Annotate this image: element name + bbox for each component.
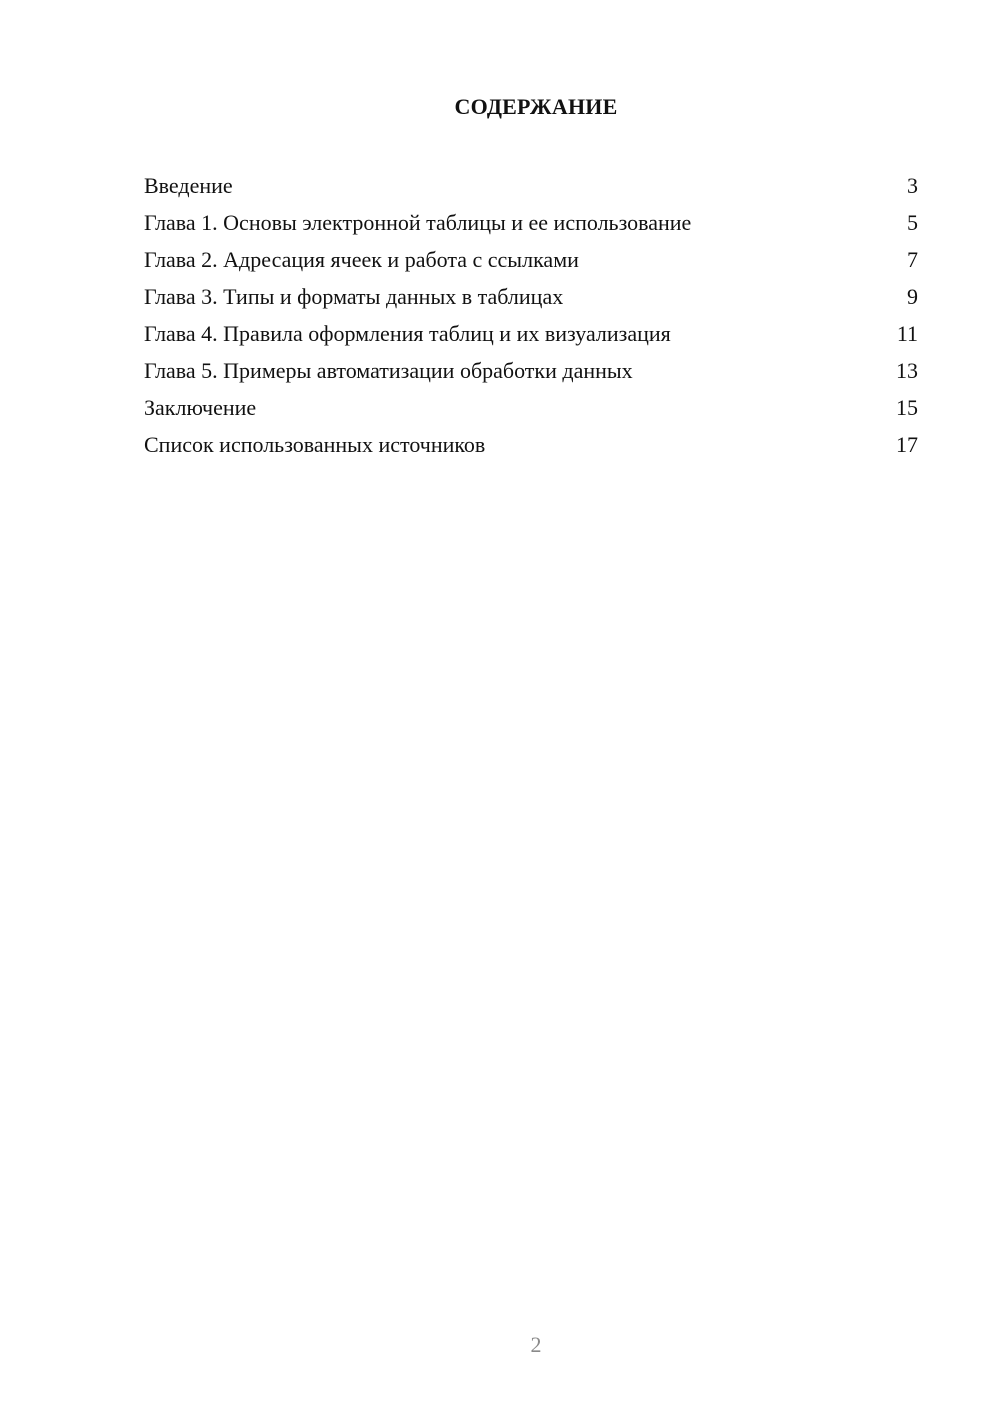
toc-entry-chapter-2[interactable] [144,241,918,278]
toc-entry-label: Глава 5. Примеры автоматизации обработки данных [144,358,633,383]
toc-entry-page-number: 5 [907,210,918,235]
toc-entry-references[interactable] [144,426,918,463]
toc-entry-page-number: 7 [907,247,918,272]
toc-entry-label: Глава 1. Основы электронной таблицы и ее использование [144,210,692,235]
toc-entry-conclusion[interactable] [144,389,918,426]
toc-entry-page-number: 15 [896,395,918,420]
toc-entry-chapter-4[interactable] [144,315,918,352]
toc-entry-chapter-3[interactable] [144,278,918,315]
toc-entry-chapter-5[interactable] [144,352,918,389]
toc-entry-label: Список использованных источников [144,432,486,457]
toc-entry-label: Заключение [144,395,257,420]
page-number: 2 [530,1332,542,1357]
toc-entry-label: Глава 2. Адресация ячеек и работа с ссылками [144,247,579,272]
toc-entry-chapter-1[interactable] [144,204,918,241]
toc-entry-label: Глава 4. Правила оформления таблиц и их визуализация [144,321,671,346]
toc-entry-label: Введение [144,173,233,198]
page-title: СОДЕРЖАНИЕ [454,94,618,119]
toc-entry-page-number: 13 [896,358,918,383]
toc-entry-page-number: 17 [896,432,918,457]
toc-entry-page-number: 3 [907,173,918,198]
toc-entry-page-number: 11 [896,321,918,346]
toc-entry-page-number: 9 [907,284,918,309]
toc-entry-label: Глава 3. Типы и форматы данных в таблицах [144,284,564,309]
table-of-contents [144,167,918,463]
toc-entry-introduction[interactable] [144,167,918,204]
